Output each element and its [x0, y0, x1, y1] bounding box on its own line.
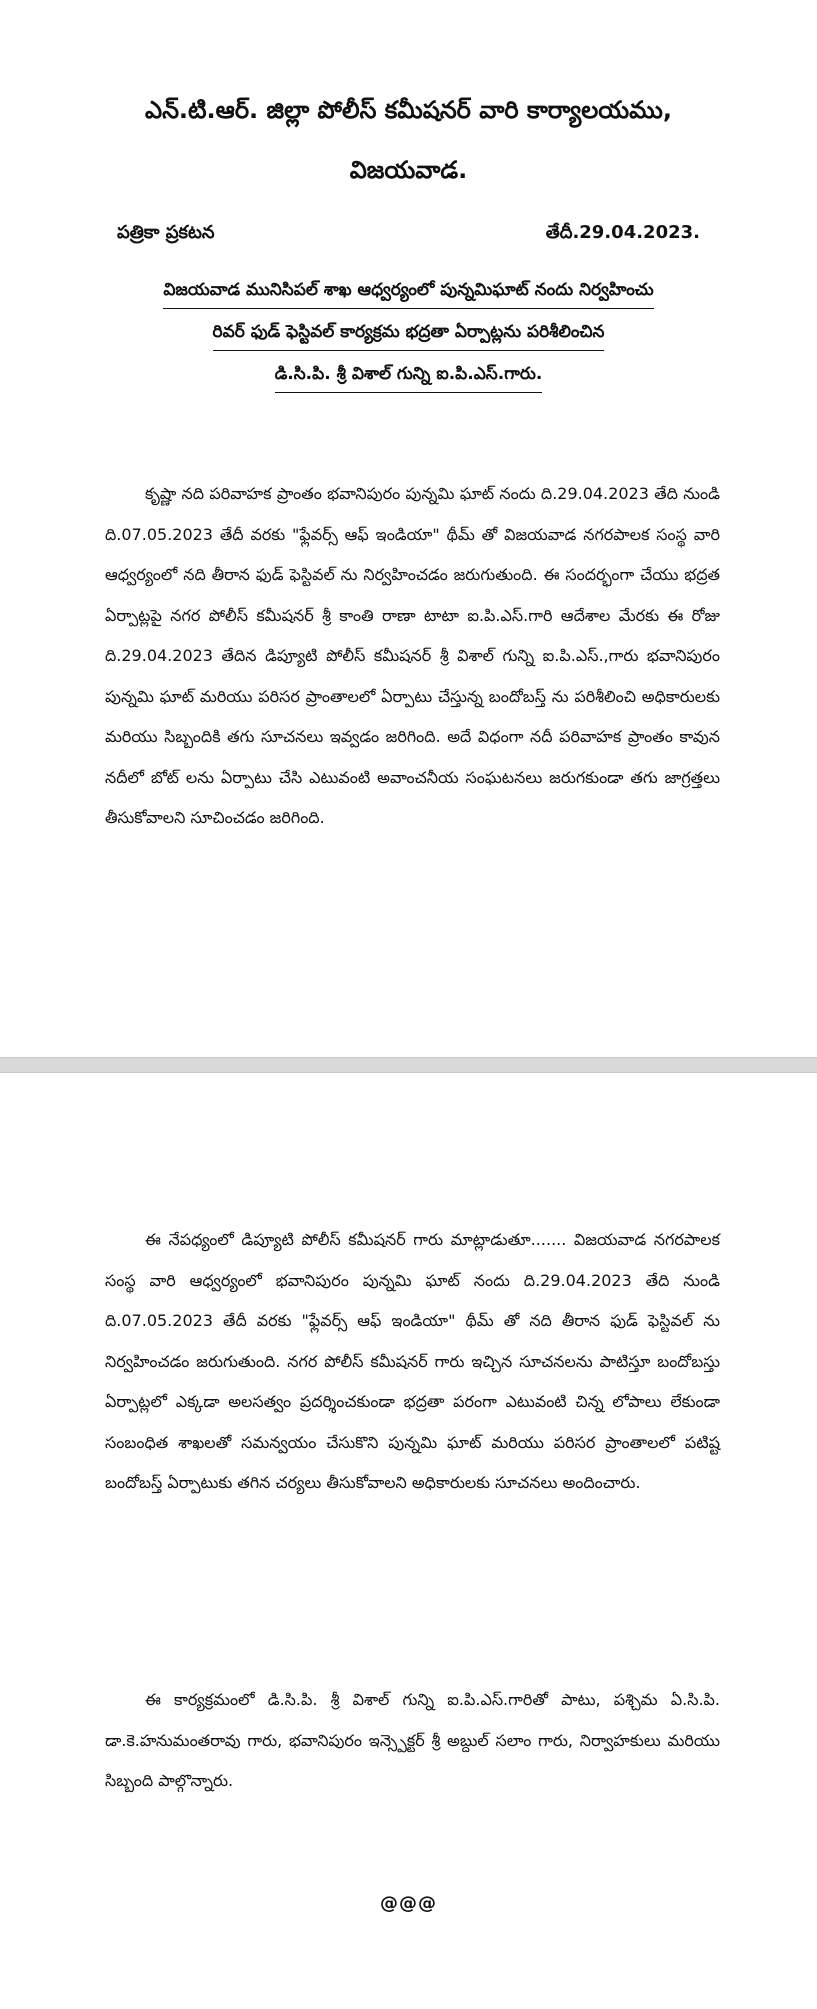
body-paragraph-2: ఈ నేపధ్యంలో డిప్యూటి పోలీస్ కమీషనర్ గారు మాట్లాడుతూ....... విజయవాడ నగరపాలక సంస్థ వారి ఆధ్వర్యంలో భవానిపురం పున్నమి ఘాట్ నందు ది.29.04.2023 తేది నుండి ది.07.05.2023 తేదీ వరకు "ఫ్లేవర్స్ ఆఫ్ ఇండియా" థీమ్ తో నది తీరాన ఫుడ్ ఫెస్టివల్ ను నిర్వహించడం జరుగుతుంది. నగర పోలీస్ కమీషనర్ గారు ఇచ్చిన సూచనలను పాటిస్తూ బందోబస్తు ఏర్పాట్లలో ఎక్కడా అలసత్వం ప్రదర్శించకుండా భద్రతా పరంగా ఎటువంటి చిన్న లోపాలు లేకుండా సంబంధిత శాఖలతో సమన్వయం చేసుకొని పున్నమి ఘాట్ మరియు పరిసర ప్రాంతాలలో పటిష్ట బందోబస్త్ ఏర్పాటుకు తగిన చర్యలు తీసుకోవాలని అధికారులకు సూచనలు అందించారు.	[105, 1230, 720, 1492]
headline-text-3: డి.సి.పి. శ్రీ విశాల్ గున్ని ఐ.పి.ఎస్.గారు.	[275, 364, 543, 393]
office-city: విజయవాడ.	[349, 156, 468, 184]
document-page-2	[0, 1072, 817, 2009]
headline-line-1	[0, 280, 817, 309]
office-title: ఎన్.టి.ఆర్. జిల్లా పోలీస్ కమీషనర్ వారి కార్యాలయము,	[145, 96, 672, 124]
headline-line-3	[0, 364, 817, 393]
end-marker: @@@	[380, 1893, 437, 1914]
headline-line-2	[0, 322, 817, 351]
headline-text-2: రివర్ ఫుడ్ ఫెస్టివల్ కార్యక్రమ భద్రతా ఏర్పాట్లను పరిశీలించిన	[213, 322, 605, 351]
press-release-label: పత్రికా ప్రకటన	[117, 222, 215, 243]
headline-text-1: విజయవాడ మునిసిపల్ శాఖ ఆధ్వర్యంలో పున్నమిఘాట్ నందు నిర్వహించు	[163, 280, 653, 309]
body-paragraph-1: కృష్ణా నది పరివాహక ప్రాంతం భవానిపురం పున్నమి ఘాట్ నందు ది.29.04.2023 తేది నుండి ది.07.05.2023 తేదీ వరకు "ఫ్లేవర్స్ ఆఫ్ ఇండియా" థీమ్ తో విజయవాడ నగరపాలక సంస్థ వారి ఆధ్వర్యంలో నది తీరాన ఫుడ్ ఫెస్టివల్ ను నిర్వహించడం జరుగుతుంది. ఈ సందర్భంగా చేయు భద్రత ఏర్పాట్లపై నగర పోలీస్ కమీషనర్ శ్రీ కాంతి రాణా టాటా ఐ.పి.ఎస్.గారి ఆదేశాల మేరకు ఈ రోజు ది.29.04.2023 తేదిన డిప్యూటి పోలీస్ కమీషనర్ శ్రీ విశాల్ గున్ని ఐ.పి.ఎస్.,గారు భవానిపురం పున్నమి ఘాట్ మరియు పరిసర ప్రాంతాలలో ఏర్పాటు చేస్తున్న బందోబస్త్ ను పరిశీలించి అధికారులకు మరియు సిబ్బందికి తగు సూచనలు ఇవ్వడం జరిగింది. అదే విధంగా నదీ పరివాహక ప్రాంతం కావున నదీలో బోట్ లను ఏర్పాటు చేసి ఎటువంటి అవాంచనీయ సంఘటనలు జరుగకుండా తగు జాగ్రత్తలు తీసుకోవాలని సూచించడం జరిగింది.	[105, 484, 720, 827]
body-paragraph-3: ఈ కార్యక్రమంలో డి.సి.పి. శ్రీ విశాల్ గున్ని ఐ.పి.ఎస్.గారితో పాటు, పశ్చిమ ఏ.సి.పి. డా.కె.హనుమంతరావు గారు, భవానిపురం ఇన్స్పెక్టర్ శ్రీ అబ్దుల్ సలాం గారు, నిర్వాహకులు మరియు సిబ్బంది పాల్గొన్నారు.	[105, 1690, 720, 1790]
release-date: తేదీ.29.04.2023.	[545, 222, 700, 243]
